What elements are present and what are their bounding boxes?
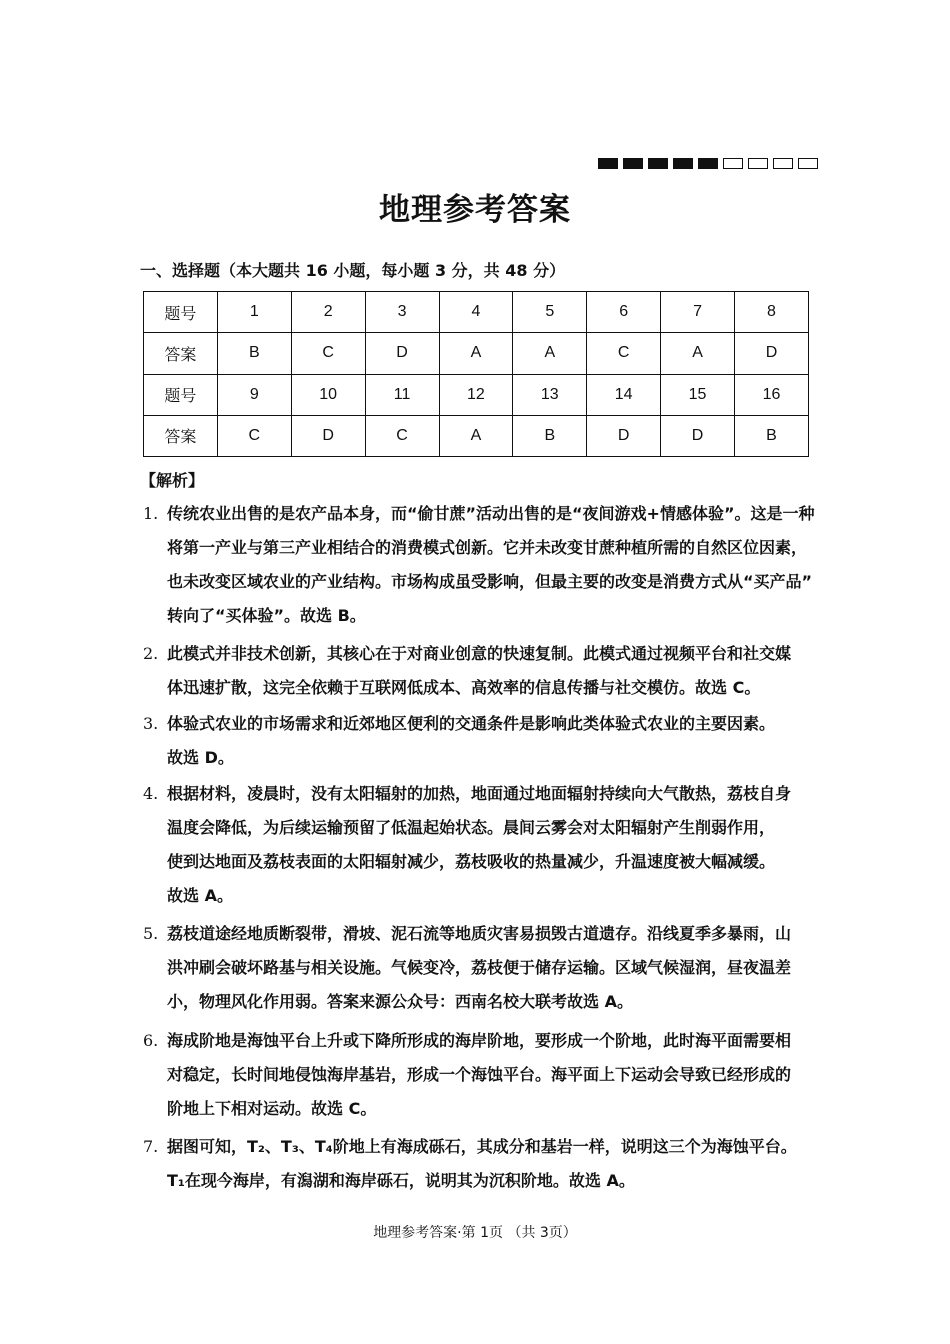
empty-mark <box>773 158 793 169</box>
table-cell: 3 <box>365 292 439 333</box>
analysis-item-2 <box>143 637 823 705</box>
row-label: 答案 <box>144 415 218 456</box>
table-cell: 15 <box>661 374 735 415</box>
analysis-item-3 <box>143 707 823 775</box>
empty-mark <box>723 158 743 169</box>
item-text: 传统农业出售的是农产品本身，而“偷甘蔗”活动出售的是“夜间游戏+情感体验”。这是一种 将第一产业与第三产业相结合的消费模式创新。它并未改变甘蔗种植所需的自然区位因素， 也未改变区域农业的产业结构。市场构成虽受影响，但最主要的改变是消费方式从“买产品” 转向了“买体验”。故选 B。 <box>167 504 815 625</box>
table-cell: C <box>587 333 661 374</box>
table-cell: C <box>365 415 439 456</box>
table-cell: A <box>439 333 513 374</box>
table-cell: D <box>291 415 365 456</box>
analysis-item-6 <box>143 1024 823 1126</box>
table-cell: A <box>513 333 587 374</box>
item-number: 3. <box>143 714 159 733</box>
item-number: 2. <box>143 644 159 663</box>
table-cell: B <box>735 415 809 456</box>
item-text: 海成阶地是海蚀平台上升或下降所形成的海岸阶地，要形成一个阶地，此时海平面需要相 对稳定，长时间地侵蚀海岸基岩，形成一个海蚀平台。海平面上下运动会导致已经形成的 阶地上下相对运动。故选 C。 <box>167 1031 792 1118</box>
item-text: 体验式农业的市场需求和近郊地区便利的交通条件是影响此类体验式农业的主要因素。 故选 D。 <box>167 714 776 767</box>
item-number: 4. <box>143 784 159 803</box>
item-text: 此模式并非技术创新，其核心在于对商业创意的快速复制。此模式通过视频平台和社交媒 体迅速扩散，这完全依赖于互联网低成本、高效率的信息传播与社交模仿。故选 C。 <box>167 644 792 697</box>
table-cell: 4 <box>439 292 513 333</box>
analysis-item-1 <box>143 497 823 633</box>
item-number: 6. <box>143 1031 159 1050</box>
analysis-item-4 <box>143 777 823 913</box>
analysis-heading: 【解析】 <box>140 471 205 490</box>
page-title: 地理参考答案 <box>379 192 571 228</box>
answer-table <box>143 291 809 457</box>
analysis-item-5 <box>143 917 823 1019</box>
filled-mark <box>623 158 643 169</box>
table-cell: 10 <box>291 374 365 415</box>
table-cell: 11 <box>365 374 439 415</box>
table-cell: 7 <box>661 292 735 333</box>
table-cell: 9 <box>217 374 291 415</box>
table-row <box>144 333 809 374</box>
table-cell: 8 <box>735 292 809 333</box>
item-number: 1. <box>143 504 159 523</box>
table-cell: 16 <box>735 374 809 415</box>
table-cell: B <box>217 333 291 374</box>
table-cell: C <box>291 333 365 374</box>
table-row <box>144 374 809 415</box>
table-cell: C <box>217 415 291 456</box>
table-row <box>144 292 809 333</box>
section-heading: 一、选择题（本大题共 16 小题，每小题 3 分，共 48 分） <box>140 261 566 280</box>
item-number: 5. <box>143 924 159 943</box>
item-text: 荔枝道途经地质断裂带，滑坡、泥石流等地质灾害易损毁古道遗存。沿线夏季多暴雨，山 洪冲刷会破坏路基与相关设施。气候变冷，荔枝便于储存运输。区域气候湿润，昼夜温差 小，物理风化作用弱。答案来源公众号：西南名校大联考故选 A。 <box>167 924 792 1011</box>
analysis-item-7 <box>143 1130 823 1198</box>
row-label: 答案 <box>144 333 218 374</box>
table-cell: A <box>661 333 735 374</box>
filled-mark <box>598 158 618 169</box>
table-cell: D <box>661 415 735 456</box>
empty-mark <box>798 158 818 169</box>
table-cell: A <box>439 415 513 456</box>
table-cell: 12 <box>439 374 513 415</box>
table-cell: 13 <box>513 374 587 415</box>
table-cell: 2 <box>291 292 365 333</box>
filled-mark <box>648 158 668 169</box>
filled-mark <box>673 158 693 169</box>
filled-mark <box>698 158 718 169</box>
table-cell: 5 <box>513 292 587 333</box>
table-cell: B <box>513 415 587 456</box>
empty-mark <box>748 158 768 169</box>
table-row <box>144 415 809 456</box>
table-cell: 6 <box>587 292 661 333</box>
item-text: 根据材料，凌晨时，没有太阳辐射的加热，地面通过地面辐射持续向大气散热，荔枝自身 温度会降低，为后续运输预留了低温起始状态。晨间云雾会对太阳辐射产生削弱作用， 使到达地面及荔枝表面的太阳辐射减少，荔枝吸收的热量减少，升温速度被大幅减缓。 故选 A。 <box>167 784 792 905</box>
table-cell: D <box>735 333 809 374</box>
item-text: 据图可知，T₂、T₃、T₄阶地上有海成砾石，其成分和基岩一样，说明这三个为海蚀平台。 T₁在现今海岸，有潟湖和海岸砾石，说明其为沉积阶地。故选 A。 <box>167 1137 797 1190</box>
item-number: 7. <box>143 1137 159 1156</box>
table-cell: 1 <box>217 292 291 333</box>
row-label: 题号 <box>144 374 218 415</box>
page-footer: 地理参考答案·第 1页 （共 3页） <box>373 1225 577 1241</box>
table-cell: D <box>587 415 661 456</box>
table-cell: 14 <box>587 374 661 415</box>
progress-marks <box>598 158 818 170</box>
row-label: 题号 <box>144 292 218 333</box>
table-cell: D <box>365 333 439 374</box>
